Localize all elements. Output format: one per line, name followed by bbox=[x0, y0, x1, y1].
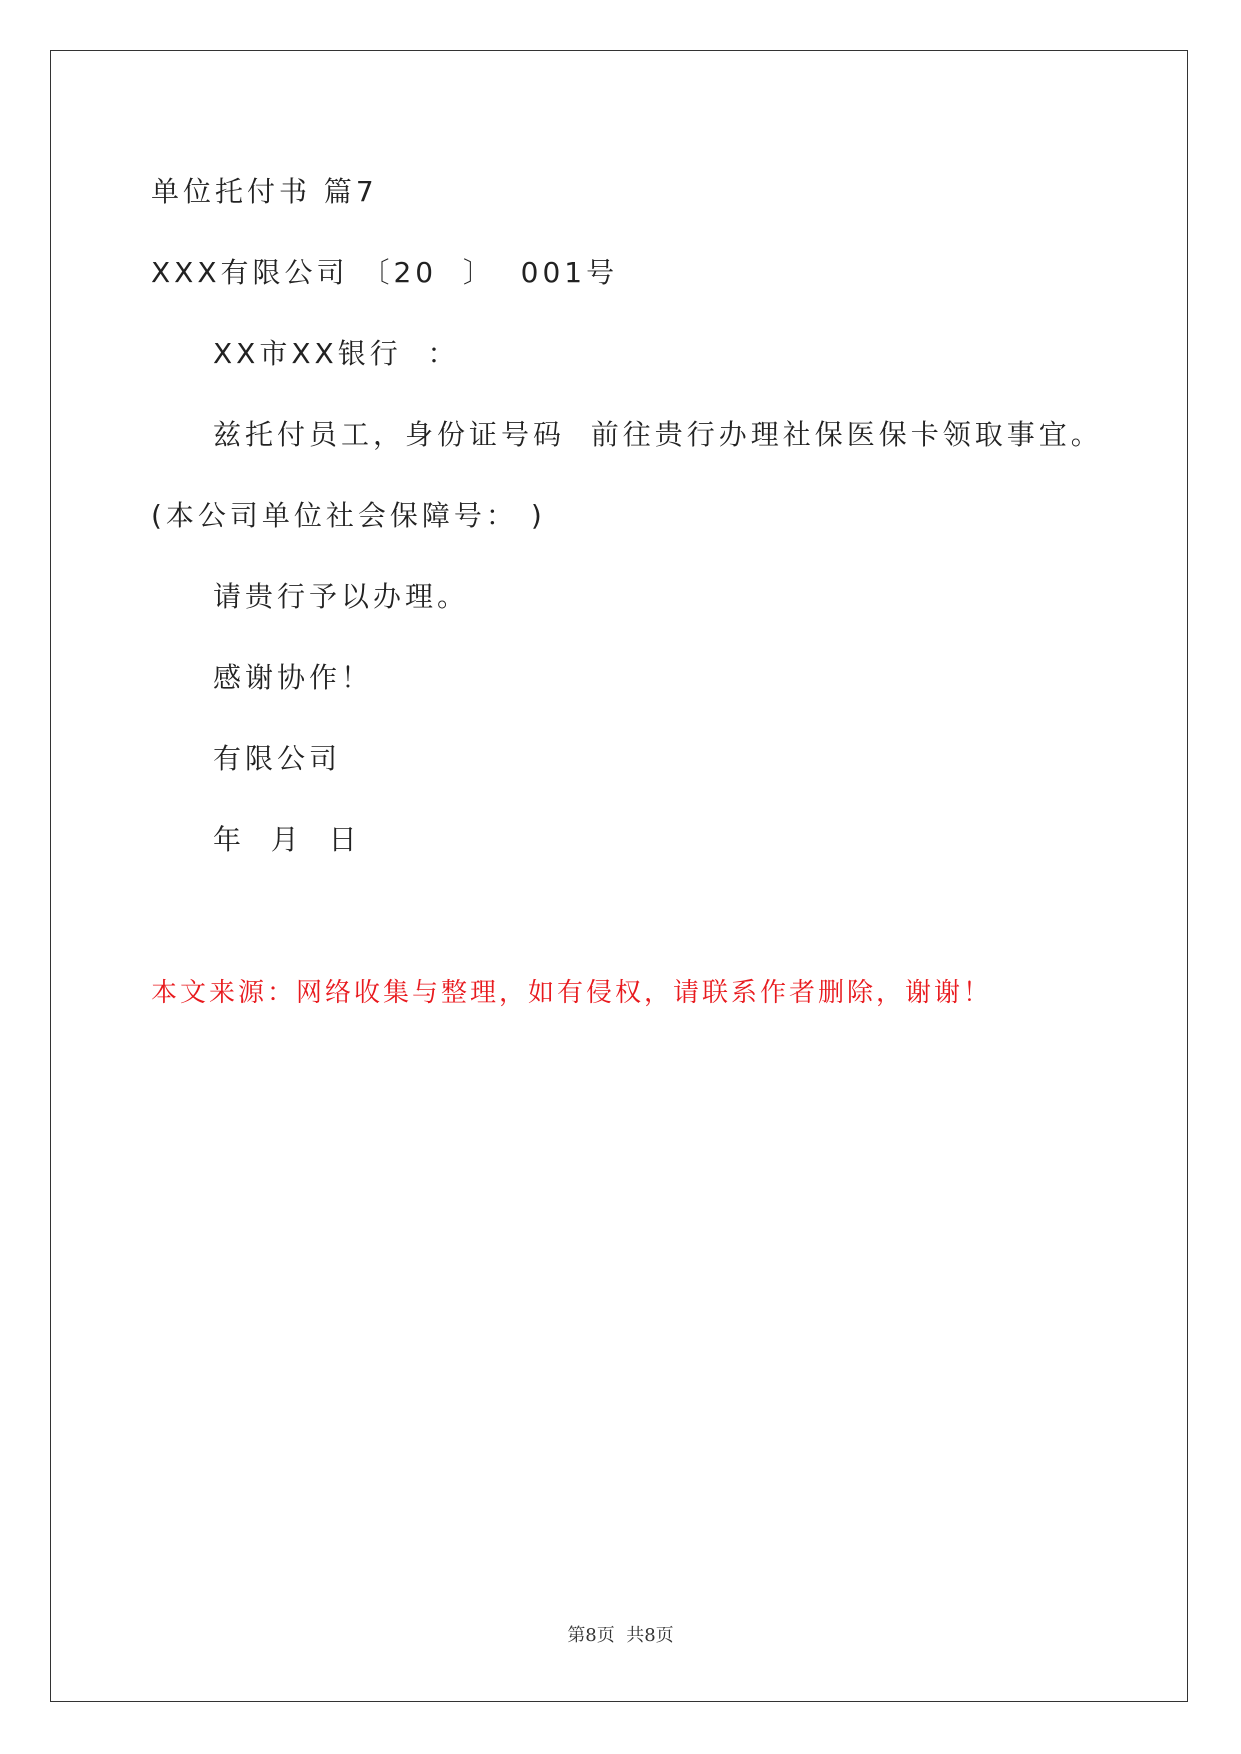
date-line: 年 月 日 bbox=[213, 823, 361, 856]
document-title: 单位托付书 篇7 bbox=[151, 175, 378, 208]
social-security-number: (本公司单位社会保障号： ) bbox=[151, 499, 546, 532]
page-border bbox=[50, 50, 1188, 1702]
signature-company: 有限公司 bbox=[213, 742, 342, 775]
source-note: 本文来源：网络收集与整理，如有侵权，请联系作者删除，谢谢！ bbox=[151, 978, 993, 1008]
thanks-line: 感谢协作！ bbox=[213, 661, 374, 694]
page-footer: 第8页 共8页 bbox=[567, 1625, 674, 1646]
document-reference-number: XXX有限公司 〔20 〕 001号 bbox=[151, 256, 619, 289]
request-line: 请贵行予以办理。 bbox=[213, 580, 470, 613]
addressee: XX市XX银行 ： bbox=[213, 337, 460, 370]
body-paragraph: 兹托付员工，身份证号码 前往贵行办理社保医保卡领取事宜。 bbox=[213, 418, 1103, 451]
